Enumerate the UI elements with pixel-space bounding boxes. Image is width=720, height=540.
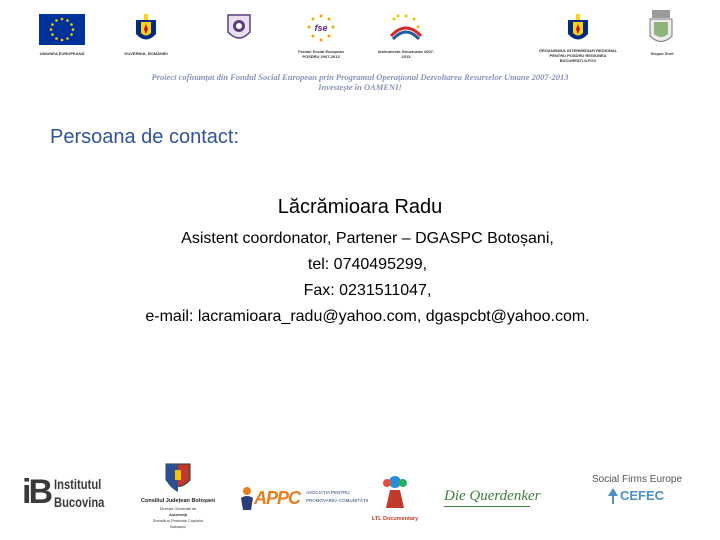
- eagle-crest-icon: [133, 12, 159, 46]
- cefec-arrow-icon: [608, 488, 618, 504]
- romania-coat-of-arms-logo: [133, 12, 159, 51]
- consiliu-line1: Consiliul Județean Botoșani: [141, 498, 215, 504]
- contact-phone: tel: 0740495299,: [307, 256, 428, 273]
- oi-posdru-logo: [565, 12, 591, 51]
- consiliul-judetean-logo: [136, 462, 220, 534]
- city-crest-icon: [648, 8, 674, 48]
- social-firms-europe-logo: [590, 474, 694, 510]
- eu-flag-icon: [39, 14, 85, 45]
- appc-logo: [238, 484, 369, 518]
- appc-line2: PROMOVAREA COMUNITĂȚII: [306, 498, 369, 503]
- structural-instruments-icon: [383, 12, 429, 46]
- appc-line1: ASOCIAȚIA PENTRU: [306, 490, 350, 495]
- fse-logo: [303, 12, 339, 51]
- oi-posdru-caption: ORGANISMUL INTERMEDIAR REGIONAL PENTRU POSDRU REGIUNEA BUCUREȘTI-ILFOV: [538, 48, 618, 63]
- oi-crest-icon: [565, 12, 591, 46]
- consiliu-line2: Direcția Generală de: [159, 506, 197, 511]
- fse-star-icon: [303, 12, 339, 46]
- eu-flag-logo: [39, 14, 85, 50]
- ltl-documentary-logo: [364, 474, 426, 526]
- county-crest-icon: [164, 462, 192, 494]
- consiliu-line5: Botoșani: [170, 524, 186, 529]
- contact-email: e-mail: lacramioara_radu@yahoo.com, dgaspcbt@yahoo.com.: [145, 308, 590, 325]
- eu-caption: UNIUNEA EUROPEANĂ: [39, 51, 85, 56]
- contact-fax: Fax: 0231511047,: [303, 282, 432, 299]
- institutul-bucovina-logo: [22, 470, 132, 518]
- fse-caption: Fondul Social European POSDRU 2007-2013: [298, 49, 344, 59]
- ltl-label: LTL Documentary: [371, 516, 419, 522]
- ministry-seal-logo: [225, 12, 253, 49]
- consiliu-line3: Asistență: [168, 512, 187, 517]
- die-querdenker-label: Die Querdenker: [444, 488, 541, 504]
- government-caption: GUVERNUL ROMÂNIEI: [124, 51, 168, 56]
- city-coat-of-arms-logo: [648, 8, 674, 53]
- svg-text:fse: fse: [314, 23, 328, 33]
- sfe-line1: Social Firms Europe: [592, 474, 683, 485]
- seal-icon: [225, 12, 253, 44]
- ltl-figure-icon: [378, 474, 412, 510]
- invest-in-people-banner: Investește în OAMENI!: [318, 82, 402, 92]
- die-querdenker-logo: [444, 486, 541, 510]
- cofinancing-banner: Proiect cofinanțat din Fondul Social European prin Programul Operațional Dezvoltarea Resurselor Umane 2007-2013: [151, 72, 569, 82]
- instrumente-structurale-logo: [383, 12, 429, 51]
- bucovina-mark: iB: [22, 473, 50, 511]
- sfe-line2: CEFEC: [620, 488, 665, 503]
- contact-name: Lăcrămioara Radu: [277, 196, 443, 218]
- die-underline: [444, 506, 530, 507]
- city-caption: Grupul Siret: [650, 51, 674, 56]
- bucovina-line1: Institutul: [54, 476, 102, 492]
- contact-heading: Persoana de contact:: [50, 126, 240, 148]
- bucovina-line2: Bucovina: [54, 494, 105, 510]
- consiliu-line4: Socială și Protecția Copilului: [152, 518, 204, 523]
- instrumente-caption: Instrumente Structurale 2007-2013: [377, 49, 435, 59]
- contact-role: Asistent coordonator, Partener – DGASPC Botoșani,: [181, 230, 554, 247]
- appc-mark: APPC: [254, 488, 301, 508]
